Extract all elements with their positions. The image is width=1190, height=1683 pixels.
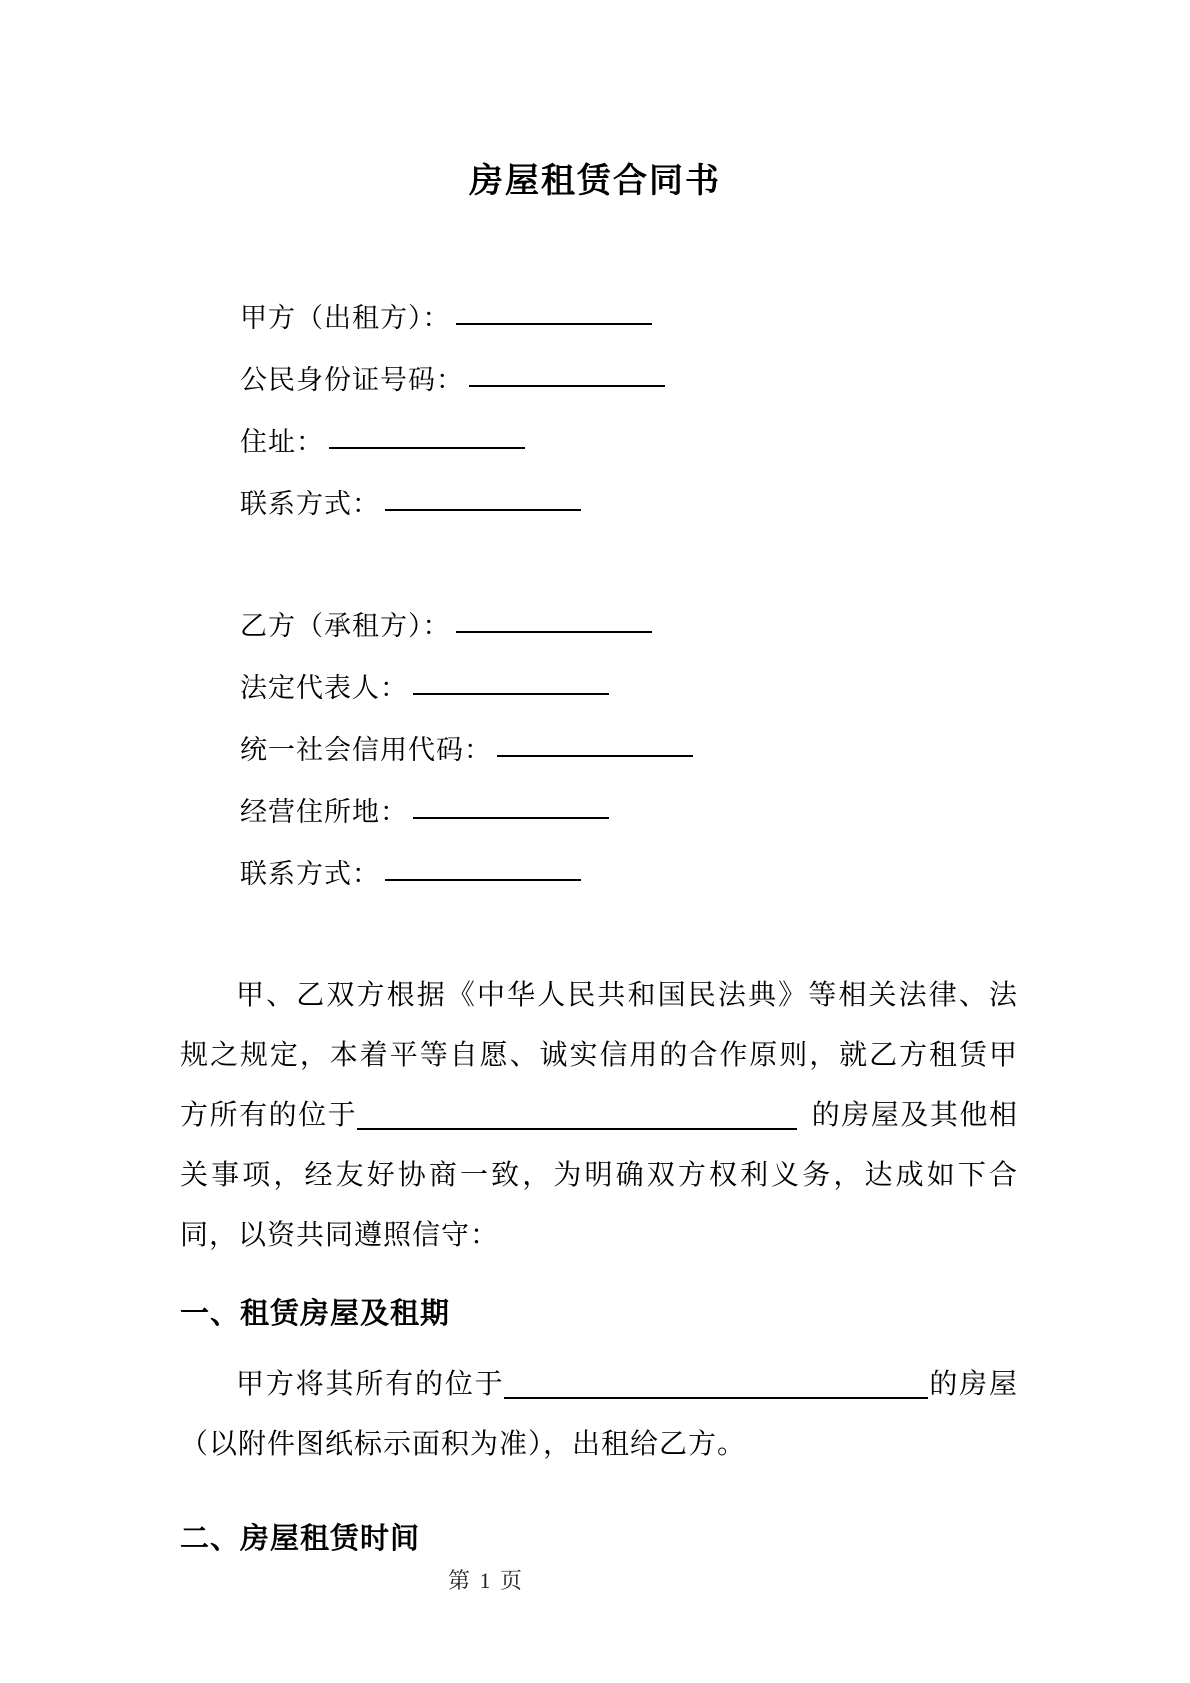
section-1-text-before: 甲方将其所有的位于	[236, 1369, 505, 1400]
party-b-contact-blank[interactable]	[385, 861, 581, 881]
party-a-name-blank[interactable]	[456, 305, 652, 325]
field-party-a-address	[240, 408, 1070, 470]
field-party-b-business-address	[240, 778, 1070, 840]
party-a-contact-label: 联系方式：	[240, 488, 380, 519]
party-a-address-label: 住址：	[240, 426, 324, 457]
party-b-credit-code-label: 统一社会信用代码：	[240, 734, 492, 765]
field-party-b-contact	[240, 840, 1070, 902]
party-a-address-blank[interactable]	[329, 429, 525, 449]
field-party-b-name	[240, 592, 1070, 654]
party-b-name-label: 乙方（承租方）：	[240, 610, 451, 641]
preamble-text-before: 甲、乙双方根据《中华人民共和国民法典》等相关法律、法规之规定，本着平等自愿、诚实信用的合作原则，就乙方租赁甲方所有的位于	[180, 980, 1018, 1131]
party-a-contact-blank[interactable]	[385, 491, 581, 511]
section-1-text-after: 的房屋（以附件图纸标示面积为准），出租给乙方。	[180, 1369, 1018, 1460]
party-a-id-number-label: 公民身份证号码：	[240, 364, 464, 395]
preamble-paragraph	[180, 966, 1018, 1266]
field-party-a-contact	[240, 470, 1070, 532]
section-1-body	[180, 1355, 1018, 1475]
party-a-name-label: 甲方（出租方）：	[240, 302, 451, 333]
document-title: 房屋租赁合同书	[469, 163, 721, 200]
party-b-business-address-blank[interactable]	[413, 799, 609, 819]
party-a-fields	[240, 284, 1070, 532]
party-b-legal-representative-label: 法定代表人：	[240, 672, 408, 703]
field-party-a-id-number	[240, 346, 1070, 408]
party-b-business-address-label: 经营住所地：	[240, 796, 408, 827]
property-location-blank[interactable]	[357, 1110, 797, 1130]
section-1-heading: 一、租赁房屋及租期	[180, 1298, 451, 1330]
field-party-b-legal-representative	[240, 654, 1070, 716]
preamble-text-after: 的房屋及其他相关事项，经友好协商一致，为明确双方权利义务，达成如下合同，以资共同遵照信守：	[180, 1100, 1018, 1251]
field-party-a-name	[240, 284, 1070, 346]
party-a-id-number-blank[interactable]	[469, 367, 665, 387]
party-b-credit-code-blank[interactable]	[497, 737, 693, 757]
section-1-location-blank[interactable]	[504, 1379, 928, 1399]
field-party-b-credit-code	[240, 716, 1070, 778]
party-b-contact-label: 联系方式：	[240, 858, 380, 889]
party-b-name-blank[interactable]	[456, 613, 652, 633]
party-b-legal-representative-blank[interactable]	[413, 675, 609, 695]
party-b-fields	[240, 592, 1070, 902]
section-2-heading: 二、房屋租赁时间	[180, 1523, 421, 1555]
page-number: 第 1 页	[448, 1568, 525, 1593]
